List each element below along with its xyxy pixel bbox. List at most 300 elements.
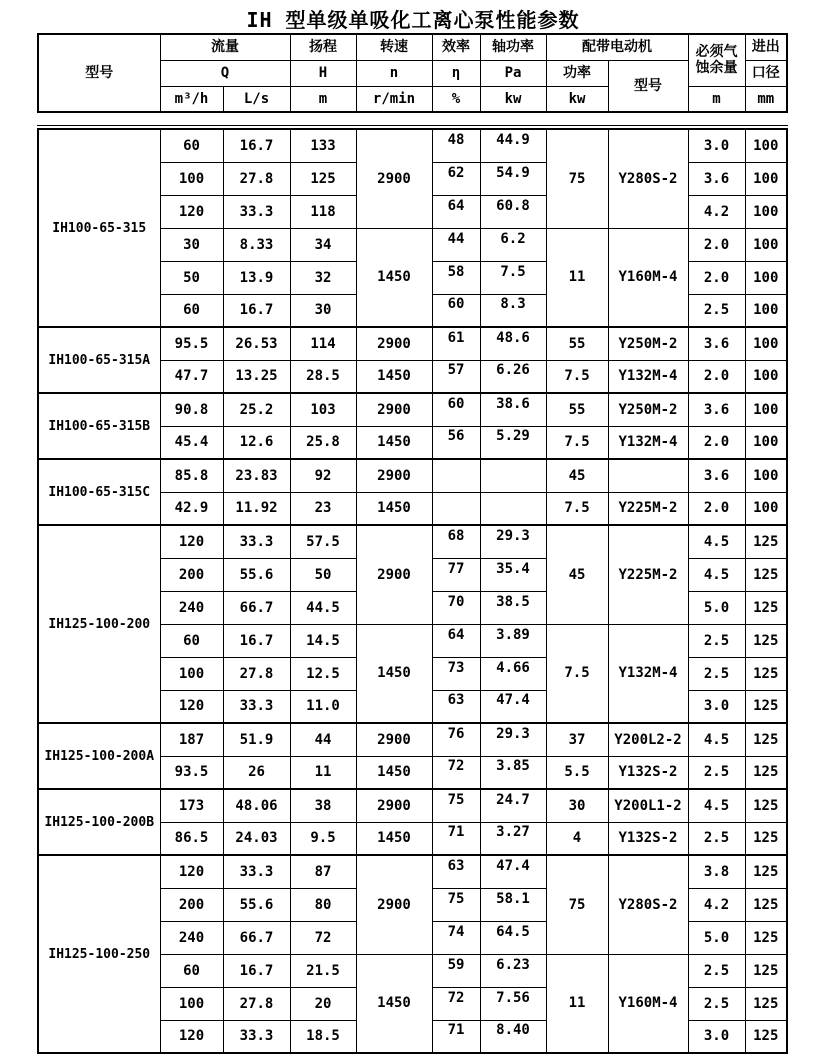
npsh-cell — [688, 987, 745, 1020]
npsh-cell-value: 4.5 — [703, 731, 730, 748]
npsh-cell-value: 2.5 — [703, 764, 730, 781]
efficiency-cell — [432, 294, 480, 327]
port-diameter-cell — [745, 162, 787, 195]
head-cell — [290, 162, 356, 195]
flow-ls-cell — [223, 789, 290, 822]
header-speed-label: 转速 — [356, 34, 432, 60]
flow-m3h-cell-value: 60 — [183, 302, 200, 319]
efficiency-cell — [432, 162, 480, 195]
motor-power-cell — [546, 129, 608, 228]
port-diameter-cell — [745, 723, 787, 756]
port-diameter-cell-value: 125 — [753, 533, 779, 550]
npsh-cell-value: 3.0 — [703, 698, 730, 715]
shaft-power-cell-value: 54.9 — [496, 164, 530, 181]
motor-power-cell-value: 7.5 — [564, 665, 590, 682]
head-cell-value: 11 — [314, 764, 332, 781]
flow-m3h-cell — [160, 690, 223, 723]
npsh-cell — [688, 525, 745, 558]
speed-cell-value: 2900 — [377, 896, 411, 913]
speed-cell — [356, 756, 432, 789]
flow-m3h-cell-value: 85.8 — [174, 467, 209, 484]
port-diameter-cell-value: 100 — [753, 302, 779, 319]
motor-model-cell-value: Y225M-2 — [618, 566, 678, 583]
npsh-cell — [688, 492, 745, 525]
efficiency-cell-value: 59 — [447, 956, 465, 973]
efficiency-cell-value: 60 — [447, 296, 465, 313]
speed-cell — [356, 129, 432, 228]
motor-model-cell-value: Y250M-2 — [618, 401, 678, 418]
head-cell-value: 103 — [310, 401, 336, 418]
speed-cell-value: 1450 — [377, 500, 411, 517]
efficiency-cell-value: 70 — [447, 593, 465, 610]
flow-m3h-cell — [160, 492, 223, 525]
head-cell-value: 118 — [310, 203, 336, 220]
shaft-power-cell-value: 38.6 — [496, 395, 530, 412]
motor-power-cell-value: 75 — [568, 896, 586, 913]
shaft-power-cell — [480, 822, 546, 855]
header-npsh-line1: 必须气 — [695, 44, 738, 61]
port-diameter-cell — [745, 822, 787, 855]
head-cell — [290, 855, 356, 888]
flow-m3h-cell — [160, 789, 223, 822]
port-diameter-cell — [745, 921, 787, 954]
flow-ls-cell-value: 33.3 — [239, 203, 274, 220]
table-row — [38, 525, 787, 558]
head-cell — [290, 723, 356, 756]
flow-ls-cell-value: 8.33 — [239, 236, 274, 253]
npsh-cell-value: 2.0 — [703, 236, 730, 253]
flow-ls-cell-value: 27.8 — [239, 665, 274, 682]
port-diameter-cell — [745, 624, 787, 657]
head-cell-value: 44 — [314, 731, 332, 748]
header-speed-symbol: n — [356, 60, 432, 86]
head-cell — [290, 822, 356, 855]
shaft-power-cell — [480, 591, 546, 624]
header-shaft-power-symbol: Pa — [480, 60, 546, 86]
port-diameter-cell-value: 125 — [753, 599, 779, 616]
shaft-power-cell-value: 44.9 — [496, 131, 530, 148]
pump-model-cell: IH100-65-315C — [38, 459, 160, 525]
efficiency-cell-value: 64 — [447, 197, 465, 214]
head-cell-value: 25.8 — [306, 434, 340, 451]
motor-power-cell — [546, 393, 608, 426]
flow-ls-cell-value: 33.3 — [239, 863, 274, 880]
flow-m3h-cell-value: 50 — [183, 269, 200, 286]
motor-power-cell — [546, 822, 608, 855]
npsh-cell-value: 2.5 — [703, 995, 730, 1012]
motor-power-cell — [546, 855, 608, 954]
motor-model-cell-value: Y280S-2 — [618, 896, 678, 913]
head-cell-value: 114 — [310, 335, 336, 352]
motor-model-cell-value: Y132M-4 — [618, 434, 678, 451]
header-port-line1: 进出 — [745, 34, 787, 60]
flow-ls-cell — [223, 987, 290, 1020]
head-cell-value: 87 — [314, 863, 332, 880]
shaft-power-cell-value: 38.5 — [496, 593, 530, 610]
efficiency-cell-value: 64 — [447, 626, 465, 643]
header-npsh-unit: m — [688, 86, 745, 112]
flow-ls-cell-value: 25.2 — [239, 401, 274, 418]
head-cell — [290, 195, 356, 228]
head-cell — [290, 459, 356, 492]
motor-power-cell-value: 30 — [568, 797, 586, 814]
shaft-power-cell-value: 8.3 — [500, 296, 526, 313]
table-row — [38, 789, 787, 822]
pump-model-cell: IH125-100-250 — [38, 855, 160, 1053]
header-flow-symbol: Q — [160, 60, 290, 86]
flow-ls-cell — [223, 327, 290, 360]
head-cell-value: 125 — [310, 170, 336, 187]
header-npsh-label — [688, 34, 745, 86]
head-cell-value: 11.0 — [306, 698, 340, 715]
npsh-cell-value: 3.6 — [703, 335, 730, 352]
shaft-power-cell — [480, 657, 546, 690]
head-cell-value: 14.5 — [306, 632, 340, 649]
flow-ls-cell-value: 66.7 — [239, 599, 274, 616]
npsh-cell — [688, 294, 745, 327]
speed-cell-value: 2900 — [377, 401, 411, 418]
npsh-cell — [688, 723, 745, 756]
pump-model-cell: IH125-100-200B — [38, 789, 160, 855]
flow-ls-cell — [223, 228, 290, 261]
motor-power-cell — [546, 492, 608, 525]
efficiency-cell-value: 44 — [447, 230, 465, 247]
header-speed-unit: r/min — [356, 86, 432, 112]
motor-power-cell-value: 4 — [572, 830, 582, 847]
shaft-power-cell — [480, 624, 546, 657]
flow-ls-cell — [223, 459, 290, 492]
flow-m3h-cell — [160, 393, 223, 426]
flow-m3h-cell-value: 60 — [183, 632, 200, 649]
flow-m3h-cell-value: 120 — [178, 203, 205, 220]
npsh-cell — [688, 426, 745, 459]
flow-ls-cell — [223, 261, 290, 294]
flow-ls-cell-value: 13.9 — [239, 269, 274, 286]
head-cell — [290, 789, 356, 822]
shaft-power-cell — [480, 228, 546, 261]
motor-model-cell-value: Y250M-2 — [618, 335, 678, 352]
flow-m3h-cell-value: 120 — [178, 1028, 205, 1045]
npsh-cell — [688, 558, 745, 591]
motor-power-cell-value: 7.5 — [564, 434, 590, 451]
shaft-power-cell-value: 47.4 — [496, 692, 530, 709]
shaft-power-cell — [480, 162, 546, 195]
speed-cell-value: 1450 — [377, 269, 411, 286]
head-cell-value: 80 — [314, 896, 332, 913]
speed-cell-value: 1450 — [377, 368, 411, 385]
pump-model-cell: IH100-65-315 — [38, 129, 160, 327]
flow-ls-cell-value: 13.25 — [235, 368, 278, 385]
table-row — [38, 723, 787, 756]
flow-m3h-cell-value: 90.8 — [174, 401, 209, 418]
flow-m3h-cell-value: 240 — [178, 599, 205, 616]
npsh-cell — [688, 327, 745, 360]
port-diameter-cell — [745, 294, 787, 327]
npsh-cell — [688, 690, 745, 723]
npsh-cell — [688, 1020, 745, 1053]
port-diameter-cell — [745, 690, 787, 723]
motor-power-cell — [546, 723, 608, 756]
efficiency-cell — [432, 195, 480, 228]
motor-power-cell — [546, 228, 608, 327]
npsh-cell-value: 3.6 — [703, 401, 730, 418]
port-diameter-cell-value: 100 — [753, 467, 779, 484]
flow-m3h-cell-value: 47.7 — [174, 368, 209, 385]
shaft-power-cell — [480, 888, 546, 921]
flow-m3h-cell — [160, 756, 223, 789]
speed-cell-value: 2900 — [377, 731, 411, 748]
head-cell-value: 50 — [314, 566, 332, 583]
motor-model-cell — [608, 822, 688, 855]
flow-ls-cell — [223, 591, 290, 624]
shaft-power-cell-value: 64.5 — [496, 923, 530, 940]
flow-m3h-cell — [160, 888, 223, 921]
npsh-cell — [688, 888, 745, 921]
shaft-power-cell — [480, 855, 546, 888]
header-port-line2: 口径 — [745, 60, 787, 86]
flow-ls-cell — [223, 558, 290, 591]
port-diameter-cell — [745, 426, 787, 459]
efficiency-cell — [432, 492, 480, 525]
divider — [37, 125, 788, 126]
port-diameter-cell-value: 100 — [753, 434, 779, 451]
port-diameter-cell-value: 125 — [753, 1028, 779, 1045]
head-cell-value: 34 — [314, 236, 332, 253]
motor-power-cell-value: 75 — [568, 170, 586, 187]
speed-cell-value: 1450 — [377, 434, 411, 451]
header-shaft-power-unit: kw — [480, 86, 546, 112]
motor-power-cell — [546, 789, 608, 822]
port-diameter-cell — [745, 459, 787, 492]
flow-m3h-cell-value: 173 — [178, 797, 205, 814]
efficiency-cell — [432, 789, 480, 822]
flow-ls-cell — [223, 525, 290, 558]
efficiency-cell — [432, 525, 480, 558]
header-table — [37, 33, 788, 113]
flow-ls-cell-value: 16.7 — [239, 962, 274, 979]
flow-m3h-cell — [160, 723, 223, 756]
flow-m3h-cell — [160, 261, 223, 294]
motor-model-cell-value: Y200L2-2 — [614, 731, 682, 748]
flow-m3h-cell-value: 120 — [178, 533, 205, 550]
data-table — [37, 128, 788, 1054]
efficiency-cell-value: 71 — [447, 824, 465, 841]
shaft-power-cell — [480, 525, 546, 558]
npsh-cell-value: 3.6 — [703, 170, 730, 187]
port-diameter-cell-value: 125 — [753, 731, 779, 748]
head-cell — [290, 426, 356, 459]
flow-m3h-cell — [160, 954, 223, 987]
efficiency-cell — [432, 657, 480, 690]
port-diameter-cell — [745, 789, 787, 822]
shaft-power-cell-value: 4.66 — [496, 659, 530, 676]
speed-cell-value: 1450 — [377, 764, 411, 781]
port-diameter-cell-value: 125 — [753, 797, 779, 814]
port-diameter-cell — [745, 954, 787, 987]
flow-ls-cell-value: 51.9 — [239, 731, 274, 748]
header-efficiency-unit: % — [432, 86, 480, 112]
npsh-cell-value: 4.5 — [703, 797, 730, 814]
flow-m3h-cell — [160, 426, 223, 459]
motor-power-cell — [546, 756, 608, 789]
speed-cell — [356, 360, 432, 393]
header-motor-model-label: 型号 — [608, 60, 688, 112]
port-diameter-cell-value: 100 — [753, 368, 779, 385]
flow-ls-cell-value: 27.8 — [239, 170, 274, 187]
shaft-power-cell-value: 24.7 — [496, 791, 530, 808]
npsh-cell — [688, 921, 745, 954]
npsh-cell — [688, 459, 745, 492]
flow-m3h-cell — [160, 195, 223, 228]
motor-model-cell-value: Y280S-2 — [618, 170, 678, 187]
efficiency-cell — [432, 558, 480, 591]
flow-ls-cell-value: 55.6 — [239, 896, 274, 913]
efficiency-cell — [432, 228, 480, 261]
flow-ls-cell — [223, 162, 290, 195]
head-cell-value: 133 — [310, 137, 336, 154]
flow-ls-cell — [223, 426, 290, 459]
flow-m3h-cell — [160, 624, 223, 657]
header-efficiency-label: 效率 — [432, 34, 480, 60]
speed-cell-value: 1450 — [377, 830, 411, 847]
motor-model-cell — [608, 525, 688, 624]
npsh-cell-value: 2.0 — [703, 368, 730, 385]
shaft-power-cell-value: 6.26 — [496, 362, 530, 379]
flow-ls-cell-value: 16.7 — [239, 137, 274, 154]
speed-cell — [356, 954, 432, 1053]
flow-m3h-cell-value: 95.5 — [174, 335, 209, 352]
head-cell — [290, 129, 356, 162]
motor-model-cell — [608, 360, 688, 393]
speed-cell — [356, 525, 432, 624]
efficiency-cell — [432, 888, 480, 921]
flow-m3h-cell — [160, 459, 223, 492]
port-diameter-cell — [745, 393, 787, 426]
head-cell — [290, 294, 356, 327]
flow-m3h-cell-value: 93.5 — [174, 764, 209, 781]
flow-m3h-cell — [160, 822, 223, 855]
efficiency-cell-value: 72 — [447, 758, 465, 775]
port-diameter-cell-value: 125 — [753, 929, 779, 946]
flow-ls-cell-value: 26.53 — [235, 335, 278, 352]
port-diameter-cell — [745, 129, 787, 162]
port-diameter-cell-value: 100 — [753, 236, 779, 253]
npsh-cell — [688, 954, 745, 987]
head-cell — [290, 987, 356, 1020]
flow-m3h-cell-value: 240 — [178, 929, 205, 946]
port-diameter-cell-value: 125 — [753, 863, 779, 880]
port-diameter-cell-value: 125 — [753, 830, 779, 847]
motor-model-cell-value: Y132S-2 — [618, 830, 678, 847]
efficiency-cell — [432, 591, 480, 624]
head-cell — [290, 558, 356, 591]
flow-ls-cell — [223, 1020, 290, 1053]
motor-power-cell-value: 55 — [568, 335, 586, 352]
speed-cell-value: 2900 — [377, 335, 411, 352]
port-diameter-cell — [745, 228, 787, 261]
shaft-power-cell — [480, 987, 546, 1020]
pump-model-cell: IH125-100-200 — [38, 525, 160, 723]
efficiency-cell — [432, 921, 480, 954]
flow-m3h-cell-value: 100 — [178, 995, 205, 1012]
motor-power-cell — [546, 360, 608, 393]
pump-model-cell: IH100-65-315A — [38, 327, 160, 393]
speed-cell — [356, 327, 432, 360]
efficiency-cell — [432, 954, 480, 987]
head-cell-value: 9.5 — [310, 830, 336, 847]
table-row — [38, 459, 787, 492]
efficiency-cell — [432, 129, 480, 162]
header-efficiency-symbol: η — [432, 60, 480, 86]
motor-power-cell-value: 37 — [568, 731, 586, 748]
port-diameter-cell-value: 125 — [753, 632, 779, 649]
port-diameter-cell-value: 125 — [753, 995, 779, 1012]
table-row — [38, 129, 787, 162]
flow-ls-cell-value: 33.3 — [239, 533, 274, 550]
npsh-cell — [688, 756, 745, 789]
shaft-power-cell-value: 47.4 — [496, 857, 530, 874]
shaft-power-cell — [480, 756, 546, 789]
motor-model-cell — [608, 327, 688, 360]
head-cell — [290, 888, 356, 921]
speed-cell — [356, 459, 432, 492]
npsh-cell-value: 3.0 — [703, 137, 730, 154]
flow-ls-cell — [223, 129, 290, 162]
motor-model-cell — [608, 789, 688, 822]
shaft-power-cell — [480, 360, 546, 393]
port-diameter-cell — [745, 987, 787, 1020]
port-diameter-cell — [745, 327, 787, 360]
shaft-power-cell-value: 5.29 — [496, 428, 530, 445]
npsh-cell-value: 2.5 — [703, 830, 730, 847]
efficiency-cell-value: 58 — [447, 263, 465, 280]
efficiency-cell-value: 71 — [447, 1022, 465, 1039]
efficiency-cell-value: 60 — [447, 395, 465, 412]
efficiency-cell — [432, 1020, 480, 1053]
port-diameter-cell — [745, 591, 787, 624]
motor-power-cell — [546, 459, 608, 492]
efficiency-cell-value: 77 — [447, 560, 465, 577]
motor-model-cell — [608, 129, 688, 228]
port-diameter-cell — [745, 756, 787, 789]
speed-cell-value: 1450 — [377, 995, 411, 1012]
efficiency-cell-value: 56 — [447, 428, 465, 445]
flow-m3h-cell-value: 187 — [178, 731, 205, 748]
npsh-cell — [688, 360, 745, 393]
shaft-power-cell-value: 58.1 — [496, 890, 530, 907]
efficiency-cell — [432, 426, 480, 459]
motor-power-cell — [546, 624, 608, 723]
motor-power-cell-value: 5.5 — [564, 764, 590, 781]
npsh-cell-value: 2.5 — [703, 962, 730, 979]
motor-power-cell-value: 11 — [568, 995, 586, 1012]
flow-ls-cell-value: 66.7 — [239, 929, 274, 946]
npsh-cell-value: 2.0 — [703, 500, 730, 517]
head-cell-value: 18.5 — [306, 1028, 340, 1045]
header-shaft-power-label: 轴功率 — [480, 34, 546, 60]
npsh-cell-value: 3.8 — [703, 863, 730, 880]
npsh-cell — [688, 591, 745, 624]
port-diameter-cell — [745, 558, 787, 591]
port-diameter-cell-value: 125 — [753, 764, 779, 781]
npsh-cell — [688, 261, 745, 294]
head-cell-value: 57.5 — [306, 533, 340, 550]
flow-ls-cell — [223, 888, 290, 921]
speed-cell — [356, 228, 432, 327]
port-diameter-cell — [745, 888, 787, 921]
flow-ls-cell — [223, 294, 290, 327]
motor-model-cell — [608, 459, 688, 492]
